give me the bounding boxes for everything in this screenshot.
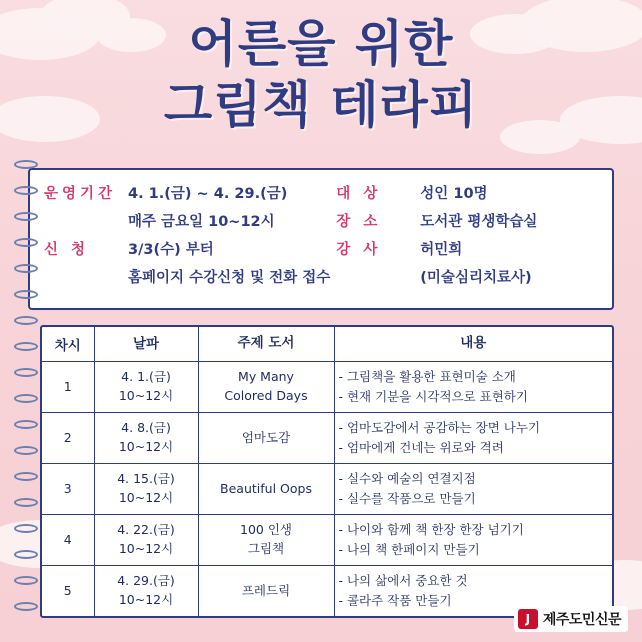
- cell-book: [198, 514, 334, 565]
- cell-session: 1: [42, 361, 94, 412]
- content-line: - 실수를 작품으로 만들기: [338, 490, 476, 506]
- cell-date: [94, 514, 198, 565]
- cell-date: [94, 565, 198, 616]
- cell-date-line1: 4. 15.(금): [117, 470, 175, 486]
- content-line: - 콜라주 작품 만들기: [338, 592, 452, 608]
- logo-text: 제주도민신문: [542, 612, 621, 628]
- cell-book-line2: 그림책: [247, 540, 285, 556]
- program-info-card: [28, 168, 614, 310]
- cell-book-line1: My Many: [238, 369, 294, 385]
- table-row: [42, 412, 612, 463]
- cell-date-line2: 10~12시: [118, 591, 174, 607]
- schedule-table-body: [42, 361, 612, 616]
- cell-date-line1: 4. 1.(금): [121, 368, 171, 384]
- cell-content: [334, 514, 612, 565]
- cell-book: Beautiful Oops: [198, 463, 334, 514]
- program-info-grid: [44, 182, 602, 287]
- cell-session: 3: [42, 463, 94, 514]
- cell-session: 4: [42, 514, 94, 565]
- info-value-schedule-time: 매주 금요일 10~12시: [128, 214, 275, 230]
- cell-book: 엄마도감: [198, 412, 334, 463]
- cell-session: 5: [42, 565, 94, 616]
- schedule-table-container: [40, 325, 614, 618]
- content-line: - 나의 책 한페이지 만들기: [338, 541, 480, 557]
- cell-date-line2: 10~12시: [118, 540, 174, 556]
- schedule-table: [42, 327, 612, 616]
- cell-date-line2: 10~12시: [118, 387, 174, 403]
- info-label-place: 장 소: [336, 214, 382, 230]
- content-line: - 실수와 예술의 연결지점: [338, 470, 476, 486]
- cell-date-line1: 4. 29.(금): [117, 572, 175, 588]
- cell-book: [198, 361, 334, 412]
- info-value-instructor: 허민희: [420, 242, 463, 258]
- spiral-binding: [14, 160, 40, 615]
- publisher-logo: [514, 606, 628, 632]
- cell-date: [94, 412, 198, 463]
- content-line: - 그림책을 활용한 표현미술 소개: [338, 368, 516, 384]
- info-value-application-start: 3/3(수) 부터: [128, 242, 214, 258]
- cell-book: 프레드릭: [198, 565, 334, 616]
- column-header-date: 날파: [94, 327, 198, 361]
- cell-session: 2: [42, 412, 94, 463]
- cell-book-line2: Colored Days: [224, 387, 308, 403]
- column-header-session: 차시: [42, 327, 94, 361]
- poster-title: [0, 14, 642, 136]
- content-line: - 엄마에게 건네는 위로와 격려: [338, 439, 504, 455]
- table-row: [42, 514, 612, 565]
- logo-mark-icon: J: [518, 609, 538, 629]
- table-row: [42, 361, 612, 412]
- info-label-target: 대 상: [336, 186, 382, 202]
- column-header-content: 내용: [334, 327, 612, 361]
- content-line: - 나의 삶에서 중요한 것: [338, 572, 468, 588]
- cell-date-line2: 10~12시: [118, 489, 174, 505]
- info-value-place: 도서관 평생학습실: [420, 214, 538, 230]
- cell-date: [94, 361, 198, 412]
- column-header-book: 주제 도서: [198, 327, 334, 361]
- info-value-application-method: 홈페이지 수강신청 및 전화 접수: [128, 270, 331, 286]
- info-label-instructor: 강 사: [336, 242, 382, 258]
- info-value-target: 성인 10명: [420, 186, 488, 202]
- cell-date: [94, 463, 198, 514]
- info-value-instructor-title: (미술심리치료사): [420, 270, 532, 286]
- info-label-application: 신 청: [44, 242, 90, 258]
- table-row: [42, 463, 612, 514]
- content-line: - 나이와 함께 책 한장 한장 넘기기: [338, 521, 524, 537]
- content-line: - 현재 기분을 시각적으로 표현하기: [338, 388, 528, 404]
- cell-date-line2: 10~12시: [118, 438, 174, 454]
- cell-date-line1: 4. 8.(금): [121, 419, 171, 435]
- cell-book-line1: 100 인생: [240, 522, 292, 538]
- cell-content: [334, 361, 612, 412]
- content-line: - 엄마도감에서 공감하는 장면 나누기: [338, 419, 541, 435]
- info-value-period: 4. 1.(금) ~ 4. 29.(금): [128, 186, 288, 202]
- cell-date-line1: 4. 22.(금): [117, 521, 175, 537]
- cell-content: [334, 412, 612, 463]
- cell-content: [334, 463, 612, 514]
- table-header-row: [42, 327, 612, 361]
- info-label-period: 운영기간: [44, 186, 117, 202]
- title-line-1: 어른을 위한: [188, 15, 454, 73]
- title-line-2: 그림책 테라피: [163, 76, 479, 134]
